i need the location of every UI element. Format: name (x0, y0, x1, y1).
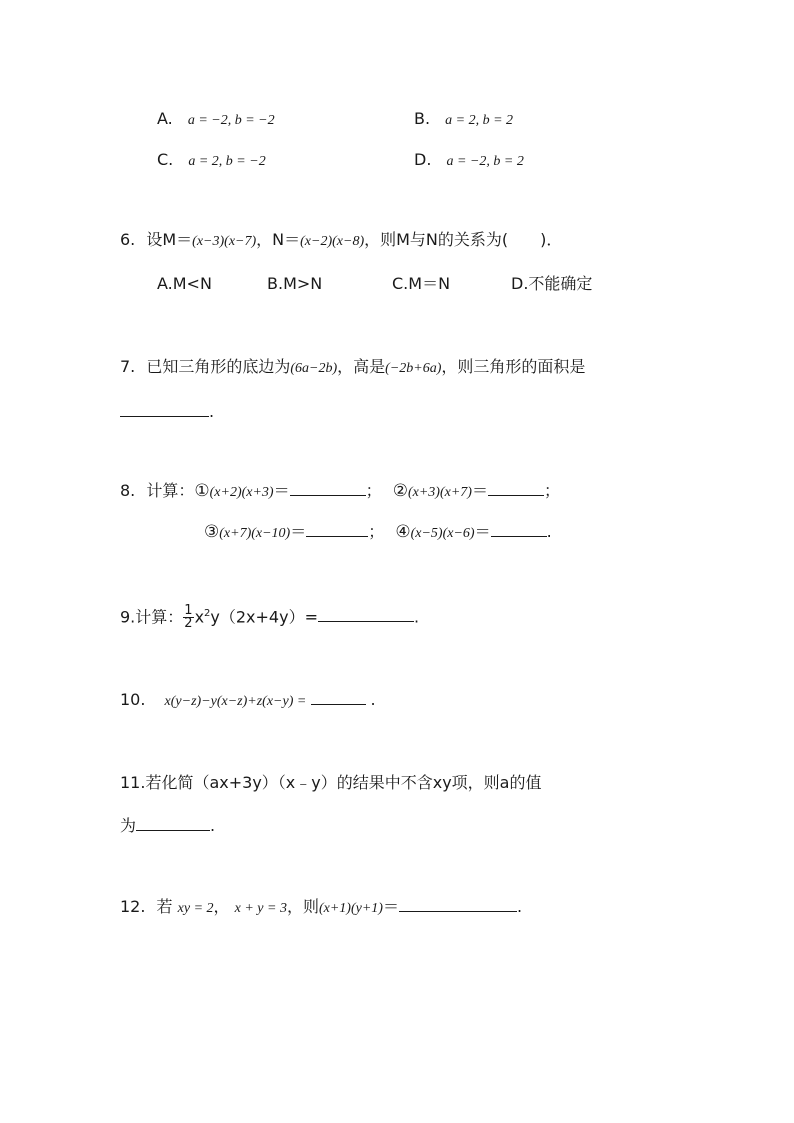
question-number: 10. (120, 690, 146, 709)
item-marker: ④ (395, 522, 411, 542)
question-end: . (414, 607, 420, 627)
q5-option-b (414, 109, 513, 131)
q11-answer-line (120, 816, 215, 836)
fraction-numerator: 1 (184, 603, 193, 619)
math-expression: (−2b+6a) (385, 361, 442, 376)
question-text: 设M＝ (146, 230, 193, 249)
answer-blank[interactable] (290, 481, 366, 496)
question-end: . (210, 816, 216, 835)
separator: ； (365, 481, 382, 500)
math-expression: xy = 2 (177, 901, 214, 916)
item-marker: ① (194, 481, 210, 501)
option-label: C. (157, 150, 174, 169)
question-number: 6. (120, 230, 136, 249)
question-text: ，则 (286, 897, 319, 916)
question-8-row-2 (204, 522, 552, 544)
question-end: . (209, 402, 215, 421)
item-marker: ② (392, 481, 408, 501)
q6-option-c: C.M＝N (392, 274, 451, 293)
question-11 (120, 773, 541, 793)
q7-answer-line (120, 402, 214, 422)
separator: . (546, 522, 552, 541)
question-text: ，则M与N的关系为( )． (364, 230, 563, 249)
question-text: ，则三角形的面积是 (441, 357, 586, 376)
option-expression: a = −2, b = 2 (446, 154, 524, 169)
math-expression: (x+1)(y+1) (318, 901, 383, 916)
equals-sign: ＝ (471, 481, 488, 500)
separator: ； (543, 481, 560, 500)
option-label: B. (414, 109, 431, 128)
fraction (183, 605, 193, 630)
fraction-denominator: 2 (184, 616, 193, 632)
equals-sign: ＝ (273, 481, 290, 500)
question-text: 若化简（ax+3y）（x﹣y）的结果中不含xy项，则a的值 (145, 773, 542, 792)
option-label: D. (414, 150, 432, 169)
option-expression: a = 2, b = −2 (188, 154, 266, 169)
question-number: 12. (120, 897, 146, 916)
math-expression: (x−2)(x−8) (300, 234, 365, 249)
item-marker: ③ (204, 522, 220, 542)
math-expression: (x+3)(x+7) (407, 485, 472, 500)
answer-blank[interactable] (311, 690, 366, 705)
answer-blank[interactable] (306, 522, 368, 537)
exponent: 2 (204, 608, 211, 619)
math-expression: (x−3)(x−7) (192, 234, 257, 249)
question-9 (120, 604, 419, 630)
question-7 (120, 357, 585, 379)
question-label: 计算： (146, 481, 195, 500)
q5-option-a (157, 109, 275, 131)
option-expression: a = 2, b = 2 (445, 113, 514, 128)
math-expression: (x−5)(x−6) (410, 526, 475, 541)
question-6 (120, 230, 562, 252)
q6-option-d: D.不能确定 (511, 274, 593, 293)
q6-option-a: A.M<N (157, 274, 212, 293)
question-end: . (516, 897, 523, 916)
math-expression: x(y−z)−y(x−z)+z(x−y) = (164, 694, 307, 709)
equals-sign: ＝ (290, 522, 307, 541)
answer-blank[interactable] (136, 816, 210, 831)
question-number: 9. (120, 607, 136, 627)
question-number: 8. (120, 481, 136, 500)
question-number: 11. (120, 773, 146, 792)
question-text: ， (213, 897, 230, 916)
q5-option-d (414, 150, 524, 172)
question-label: 计算： (135, 607, 184, 627)
math-expression: x + y = 3 (234, 901, 287, 916)
answer-blank[interactable] (318, 607, 414, 622)
math-expression: (x+2)(x+3) (209, 485, 274, 500)
question-text: 若 (156, 897, 173, 916)
question-10 (120, 690, 376, 712)
separator: ； (368, 522, 385, 541)
equals-sign: ＝ (382, 897, 399, 916)
q6-option-b: B.M>N (267, 274, 323, 293)
question-12 (120, 897, 522, 919)
q5-option-c (157, 150, 266, 172)
question-text: 已知三角形的底边为 (146, 357, 291, 376)
question-8 (120, 481, 560, 503)
equals-sign: ＝ (474, 522, 491, 541)
answer-blank[interactable] (399, 897, 517, 912)
option-label: A. (157, 109, 173, 128)
option-expression: a = −2, b = −2 (187, 113, 275, 128)
answer-blank[interactable] (491, 522, 547, 537)
variable-base: x (194, 607, 205, 627)
math-expression: (x+7)(x−10) (219, 526, 291, 541)
answer-blank[interactable] (488, 481, 544, 496)
expression-rest: y（2x+4y）= (210, 607, 318, 627)
answer-blank[interactable] (120, 402, 209, 417)
question-text: ，高是 (337, 357, 386, 376)
question-number: 7. (120, 357, 136, 376)
math-expression: (6a−2b) (290, 361, 338, 376)
question-end: . (370, 690, 376, 709)
question-text: ，N＝ (256, 230, 301, 249)
question-text: 为 (120, 816, 137, 835)
